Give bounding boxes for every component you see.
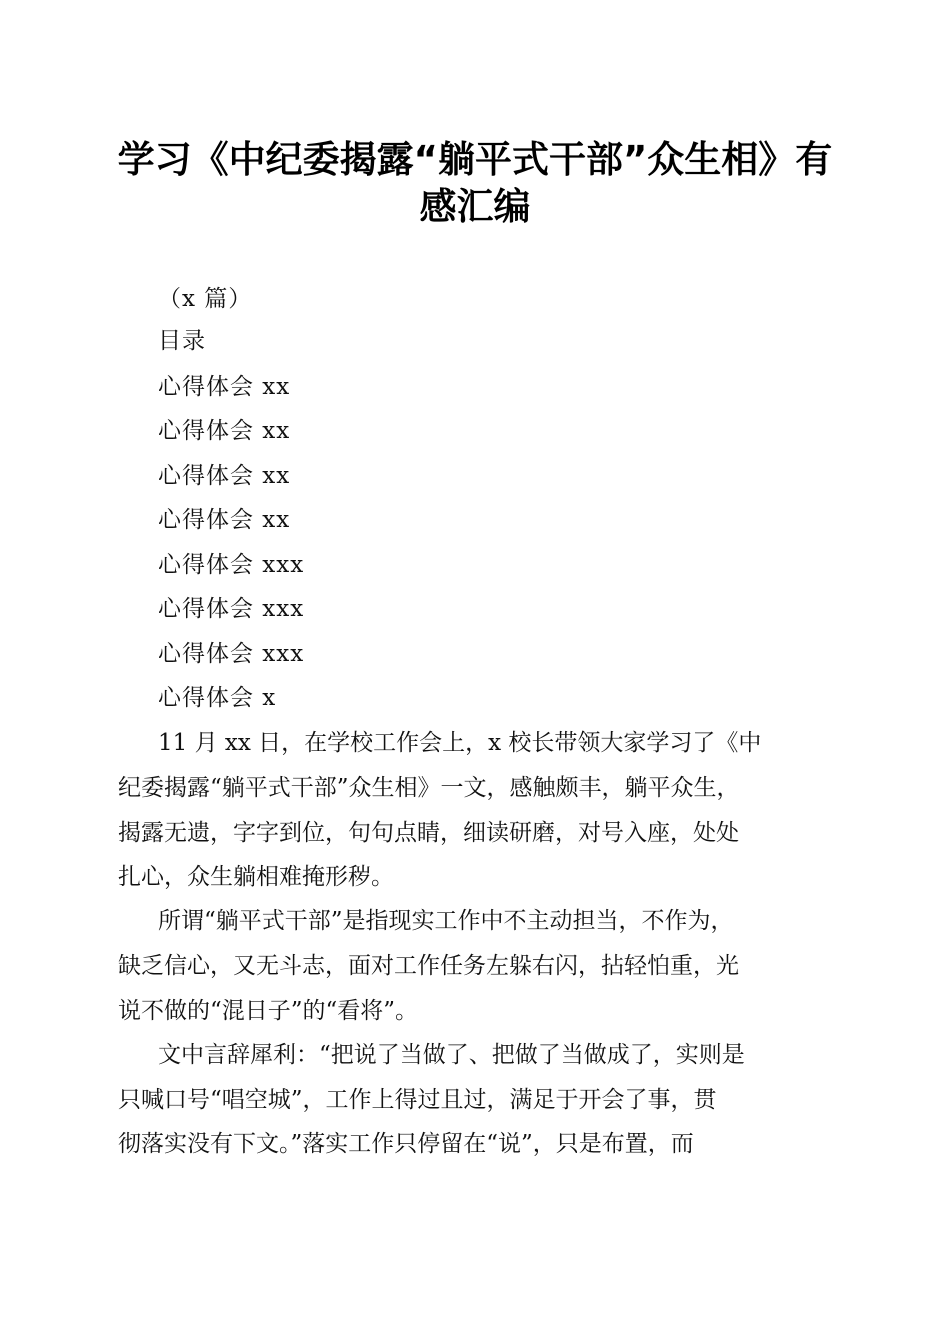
paragraph-line: 说不做的“混日子”的“看将”。 — [118, 998, 419, 1024]
toc-item: 心得体会 x — [158, 685, 277, 711]
paragraph-line: 彻落实没有下文。”落实工作只停留在“说”，只是布置，而 — [118, 1131, 694, 1157]
toc-heading: 目录 — [158, 328, 206, 354]
paragraph-line: 纪委揭露“躺平式干部”众生相》一文，感触颇丰，躺平众生， — [118, 775, 740, 801]
paragraph-line: 11 月 xx 日，在学校工作会上，x 校长带领大家学习了《中 — [158, 730, 762, 756]
toc-item: 心得体会 xxx — [158, 641, 305, 667]
toc-item: 心得体会 xx — [158, 507, 291, 533]
toc-item: 心得体会 xxx — [158, 596, 305, 622]
paragraph-line: 文中言辞犀利：“把说了当做了、把做了当做成了，实则是 — [158, 1042, 745, 1068]
document-title-line-1: 学习《中纪委揭露“躺平式干部”众生相》有 — [117, 138, 833, 181]
paragraph-line: 所谓“躺平式干部”是指现实工作中不主动担当，不作为， — [158, 908, 734, 934]
toc-item: 心得体会 xx — [158, 374, 291, 400]
paragraph-line: 缺乏信心，又无斗志，面对工作任务左躲右闪，拈轻怕重，光 — [118, 953, 739, 979]
toc-item: 心得体会 xxx — [158, 552, 305, 578]
paragraph-line: 扎心，众生躺相难掩形秽。 — [118, 864, 394, 890]
document-title-line-2: 感汇编 — [419, 185, 531, 228]
toc-item: 心得体会 xx — [158, 463, 291, 489]
paragraph-line: 揭露无遗，字字到位，句句点睛，细读研磨，对号入座，处处 — [118, 820, 739, 846]
paragraph-line: 只喊口号“唱空城”，工作上得过且过，满足于开会了事，贯 — [118, 1087, 717, 1113]
toc-item: 心得体会 xx — [158, 418, 291, 444]
count-note: （x 篇） — [158, 286, 253, 312]
